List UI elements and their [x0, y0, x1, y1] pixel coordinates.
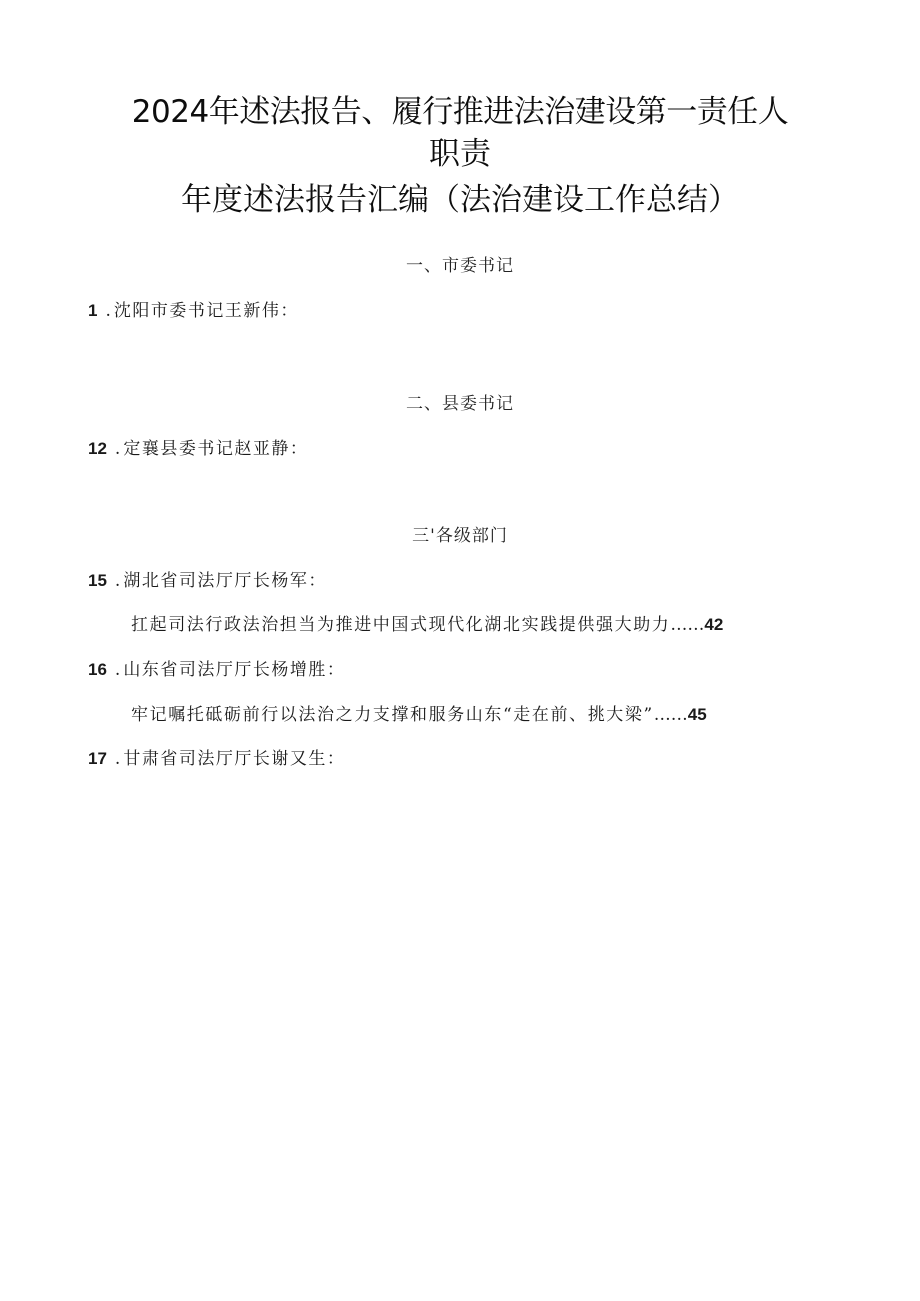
entry-separator: .	[114, 660, 121, 680]
entry-number: 12	[88, 439, 107, 458]
entry-number: 1	[88, 301, 98, 320]
entry-separator: .	[114, 571, 121, 591]
entry-text: 湖北省司法厅厅长杨军：	[123, 571, 327, 591]
entry-separator: .	[105, 301, 111, 321]
entry-text: 定襄县委书记赵亚静：	[123, 439, 309, 459]
entry-separator: .	[114, 439, 121, 459]
entry-text: 山东省司法厅厅长杨增胜：	[123, 660, 346, 680]
toc-entry[interactable]	[88, 747, 345, 771]
toc-entry[interactable]	[88, 569, 327, 593]
document-title-line-1: 2024年述法报告、履行推进法治建设第一责任人	[131, 94, 789, 130]
entry-number: 17	[88, 749, 107, 768]
entry-number: 16	[88, 660, 107, 679]
toc-entry[interactable]	[88, 658, 345, 682]
subentry-title: 牢记嘱托砥砺前行以法治之力支撑和服务山东“走在前、挑大梁”	[131, 705, 654, 725]
leader-dots: ……	[653, 705, 688, 725]
toc-entry[interactable]	[88, 299, 299, 323]
page-number: 42	[704, 615, 724, 634]
toc-subentry[interactable]	[131, 613, 723, 637]
entry-number: 15	[88, 571, 107, 590]
toc-subentry[interactable]	[131, 703, 707, 727]
section-heading-city-secretary: 一、市委书记	[406, 256, 514, 276]
entry-text: 甘肃省司法厅厅长谢又生：	[123, 749, 346, 769]
document-title-line-2: 职责	[429, 136, 491, 172]
entry-text: 沈阳市委书记王新伟：	[113, 301, 299, 321]
document-title-line-3: 年度述法报告汇编（法治建设工作总结）	[181, 182, 739, 218]
entry-separator: .	[114, 749, 121, 769]
subentry-title: 扛起司法行政法治担当为推进中国式现代化湖北实践提供强大助力	[131, 615, 671, 635]
toc-entry[interactable]	[88, 437, 308, 461]
section-heading-departments: 三'各级部门	[412, 526, 508, 546]
page-number: 45	[687, 705, 707, 724]
section-heading-county-secretary: 二、县委书记	[406, 394, 514, 414]
leader-dots: ……	[670, 615, 705, 635]
